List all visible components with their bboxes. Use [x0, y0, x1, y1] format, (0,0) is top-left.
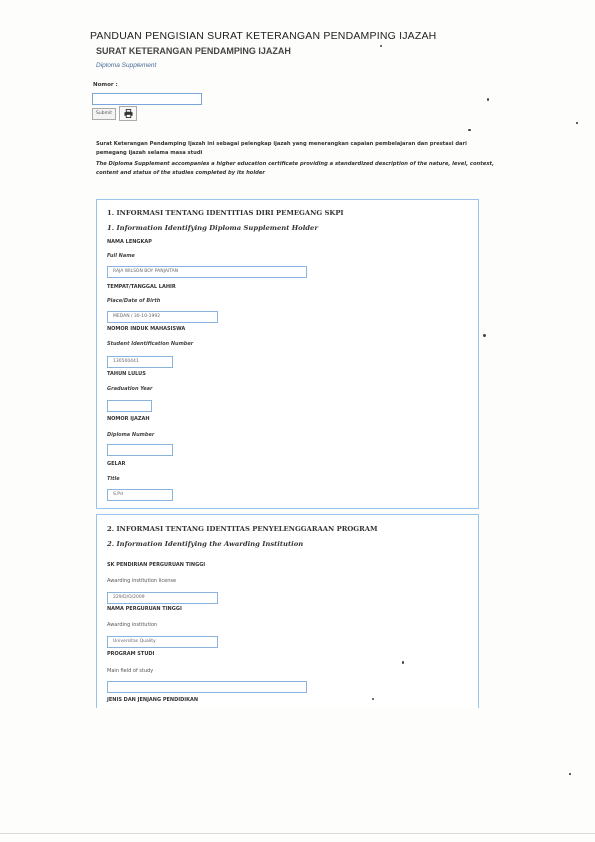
study-program-label-en: Main field of study — [107, 668, 154, 674]
form-heading: SURAT KETERANGAN PENDAMPING IJAZAH — [96, 46, 291, 56]
scan-speck — [487, 98, 489, 101]
scan-speck — [402, 661, 404, 664]
scan-speck — [468, 129, 471, 131]
institution-name-field[interactable]: Universitas Quality — [107, 636, 218, 648]
student-id-field[interactable]: 130500441 — [107, 356, 173, 368]
submit-button[interactable]: Submit — [92, 108, 116, 120]
section-1-subtitle: 1. Information Identifying Diploma Supplement Holder — [107, 224, 318, 232]
nomor-input[interactable] — [92, 93, 202, 105]
full-name-label: NAMA LENGKAP — [107, 239, 152, 245]
section-2-title: 2. INFORMASI TENTANG IDENTITAS PENYELENGGARAAN PROGRAM — [107, 525, 378, 533]
nomor-label: Nomor : — [93, 82, 118, 88]
institution-license-field[interactable]: 229/D/O/2009 — [107, 592, 218, 604]
graduation-year-label-en: Graduation Year — [107, 386, 153, 392]
title-label-en: Title — [107, 476, 120, 482]
graduation-year-field[interactable] — [107, 400, 152, 412]
study-program-field[interactable] — [107, 681, 307, 693]
birth-label: TEMPAT/TANGGAL LAHIR — [107, 284, 176, 290]
full-name-label-en: Full Name — [107, 253, 135, 259]
institution-license-label-en: Awarding institution license — [107, 578, 177, 584]
education-level-label: JENIS DAN JENJANG PENDIDIKAN — [107, 697, 199, 703]
printer-icon — [124, 109, 133, 118]
full-name-field[interactable]: RAJA WILSON BOY PANJAITAN — [107, 266, 307, 278]
intro-text-id: Surat Keterangan Pendamping Ijazah ini sebagai pelengkap ijazah yang menerangkan capaian pembelajaran dan prestasi dari pemegang ijazah selama masa studi — [96, 141, 467, 156]
scan-speck — [576, 122, 578, 124]
institution-name-label: NAMA PERGURUAN TINGGI — [107, 606, 182, 612]
study-program-label: PROGRAM STUDI — [107, 651, 155, 657]
section-1-panel — [96, 199, 479, 509]
scan-speck — [569, 773, 571, 775]
graduation-year-label: TAHUN LULUS — [107, 371, 146, 377]
diploma-number-label: NOMOR IJAZAH — [107, 416, 150, 422]
scan-speck — [380, 45, 382, 47]
birth-field[interactable]: MEDAN / 30-10-1992 — [107, 311, 218, 323]
institution-license-label: SK PENDIRIAN PERGURUAN TINGGI — [107, 562, 206, 568]
section-2-panel — [96, 514, 479, 708]
document-title: PANDUAN PENGISIAN SURAT KETERANGAN PENDAMPING IJAZAH — [90, 30, 437, 42]
birth-label-en: Place/Date of Birth — [107, 298, 161, 304]
student-id-label: NOMOR INDUK MAHASISWA — [107, 326, 186, 332]
title-label: GELAR — [107, 461, 126, 467]
diploma-number-label-en: Diploma Number — [107, 432, 155, 438]
student-id-label-en: Student Identification Number — [107, 341, 194, 347]
scan-speck — [483, 334, 486, 337]
form-subheading: Diploma Supplement — [96, 62, 157, 69]
intro-text-en: The Diploma Supplement accompanies a higher education certificate providing a standardized description of the nature, level, context, content and status of the studies completed by its holder — [96, 161, 495, 176]
print-button[interactable] — [119, 106, 137, 121]
institution-name-label-en: Awarding institution — [107, 622, 158, 628]
diploma-number-field[interactable] — [107, 444, 173, 456]
section-2-subtitle: 2. Information Identifying the Awarding Institution — [107, 540, 304, 548]
bottom-rule — [0, 833, 595, 834]
title-field[interactable]: S.Pd — [107, 489, 173, 501]
scan-speck — [372, 698, 374, 700]
section-1-title: 1. INFORMASI TENTANG IDENTITIAS DIRI PEMEGANG SKPI — [107, 209, 344, 217]
